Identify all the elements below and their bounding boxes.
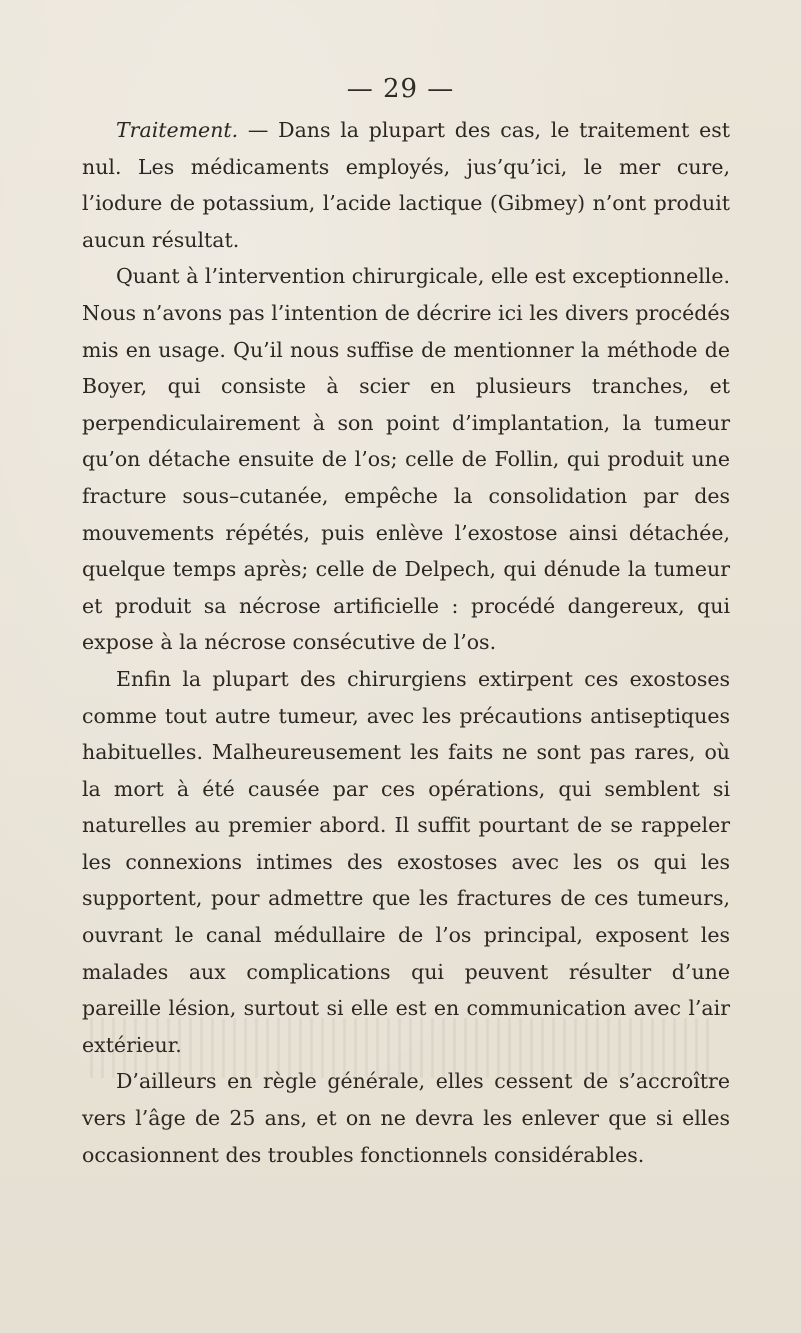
paragraph-intervention: Quant à l’intervention chirurgicale, elle est exceptionnelle. Nous n’avons pas l’intention de décrire ici les divers procédés mis en usage. Qu’il nous suffise de mentionner la méthode de Boyer, qui consiste à scier en plusieurs tranches, et perpendiculairement à son point d’implantation, la tumeur qu’on détache ensuite de l’os; celle de Follin, qui produit une fracture sous–cutanée, empêche la consolidation par des mouvements répétés, puis enlève l’exostose ainsi détachée, quelque temps après; celle de Delpech, qui dénude la tumeur et produit sa nécrose artificielle : procédé dangereux, qui expose à la nécrose consécutive de l’os. (82, 264, 731, 655)
paragraph-traitement-text: — Dans la plupart des cas, le traitement est nul. Les médicaments employés, jus’qu’ici, le mer cure, l’iodure de potassium, l’acide lactique (Gibmey) n’ont produit aucun résultat. (82, 118, 730, 252)
section-heading: Traitement. (116, 118, 239, 142)
paragraph-traitement (82, 112, 730, 258)
body-text (82, 112, 730, 1173)
page-number: — 29 — (346, 74, 455, 104)
paragraph-regle-generale: D’ailleurs en règle générale, elles cessent de s’accroître vers l’âge de 25 ans, et on ne devra les enlever que si elles occasionnent des troubles fonctionnels considérables. (82, 1069, 730, 1167)
bleed-through-texture (90, 1018, 710, 1078)
paragraph-extirpation: Enfin la plupart des chirurgiens extirpent ces exostoses comme tout autre tumeur, avec les précautions antiseptiques habituelles. Malheureusement les faits ne sont pas rares, où la mort à été causée par ces opérations, qui semblent si naturelles au premier abord. Il suffit pourtant de se rappeler les connexions intimes des exostoses avec les os qui les supportent, pour admettre que les fractures de ces tumeurs, ouvrant le canal médullaire de l’os principal, exposent les malades aux complications qui peuvent résulter d’une pareille lésion, surtout si elle est en communication avec l’air extérieur. (82, 666, 730, 1057)
